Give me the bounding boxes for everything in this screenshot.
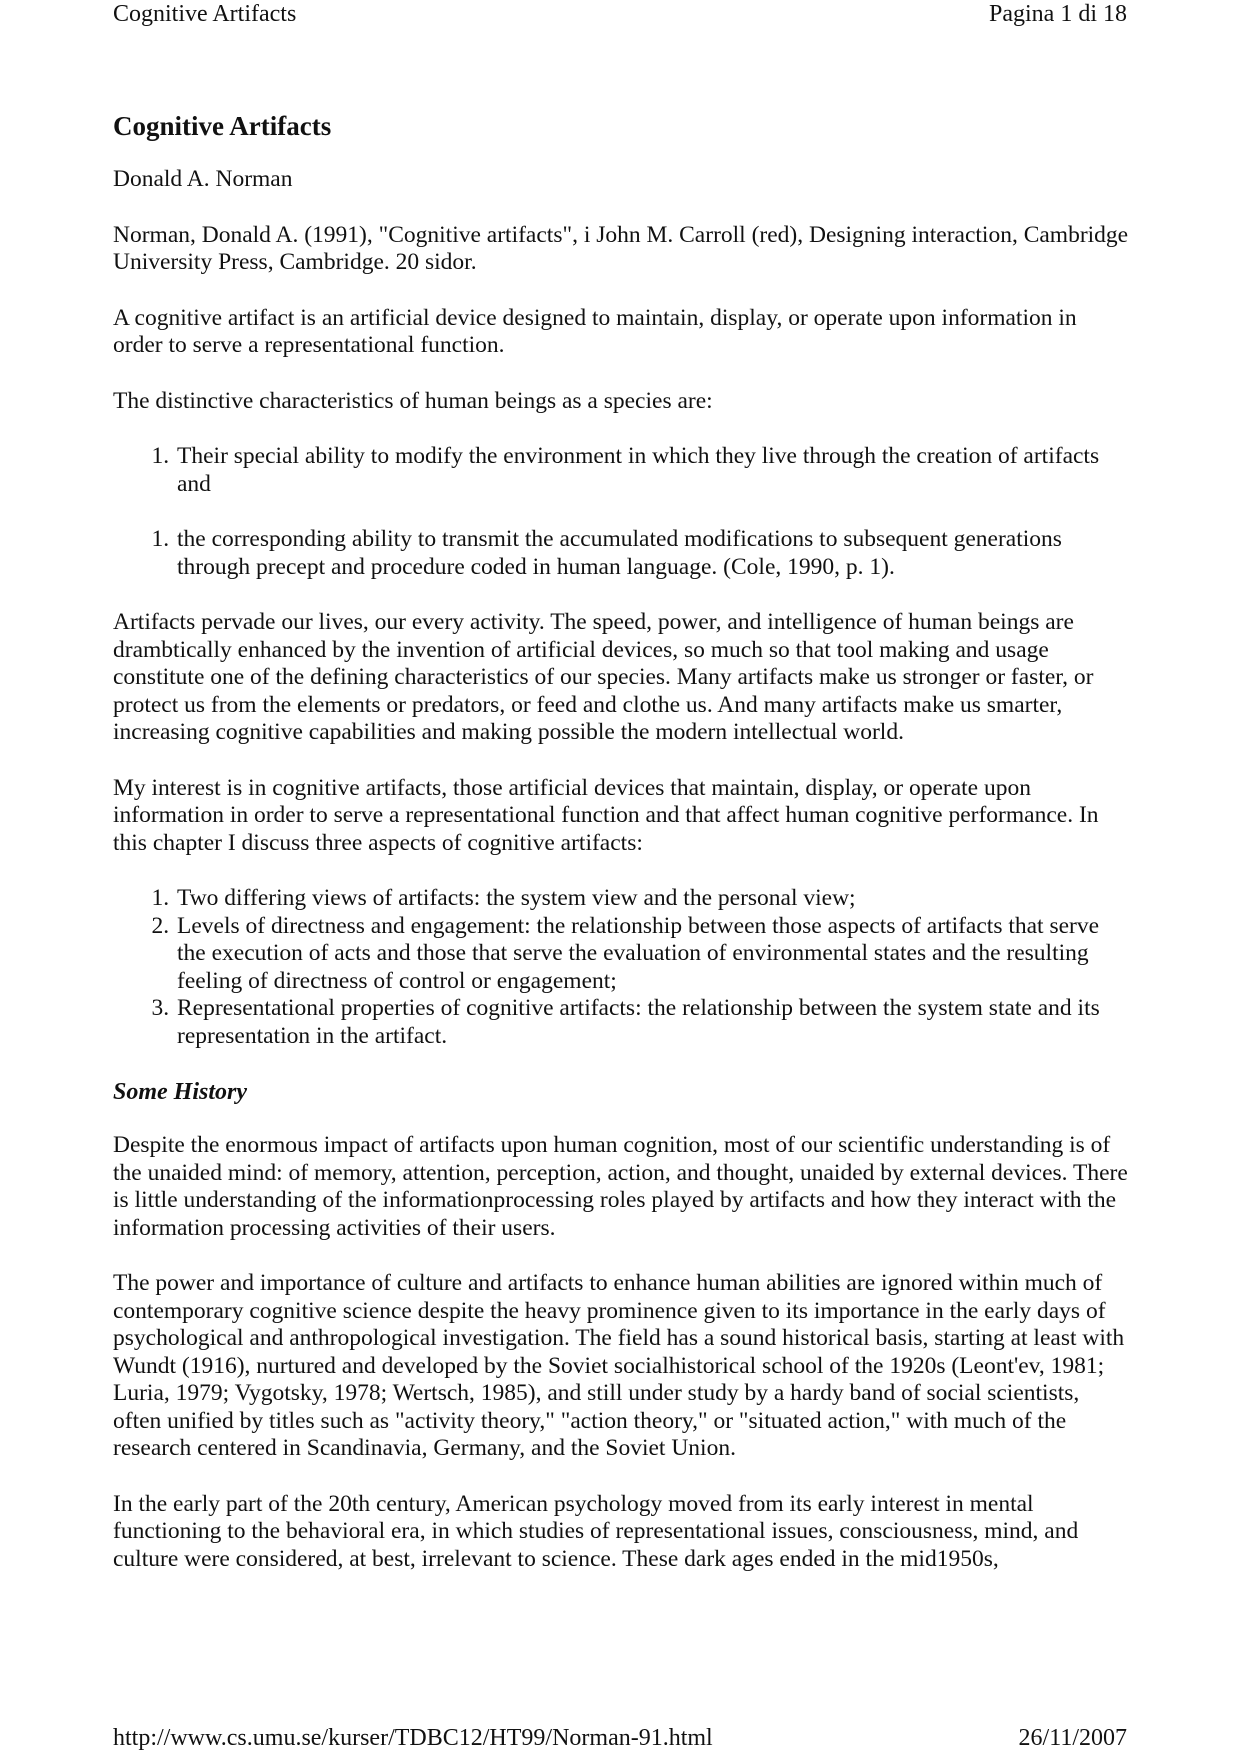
print-date: 26/11/2007 xyxy=(1018,1725,1127,1751)
definition-paragraph: A cognitive artifact is an artificial device designed to maintain, display, or operate upon information in order to serve a representational function. xyxy=(113,304,1077,358)
characteristics-list-2 xyxy=(113,526,1131,581)
source-url: http://www.cs.umu.se/kurser/TDBC12/HT99/Norman-91.html xyxy=(113,1725,713,1751)
list-item: 1. Two differing views of artifacts: the system view and the personal view; xyxy=(175,885,1131,913)
list-item: 1. the corresponding ability to transmit the accumulated modifications to subsequent generations through precept and procedure coded in human language. (Cole, 1990, p. 1). xyxy=(175,526,1131,581)
list-item: 2. Levels of directness and engagement: the relationship between those aspects of artifacts that serve the execution of acts and those that serve the evaluation of environmental states and the resulting feeling of directness of control or engagement; xyxy=(175,913,1131,996)
citation: Norman, Donald A. (1991), "Cognitive artifacts", i John M. Carroll (red), Designing interaction, Cambridge University Press, Cambridge. 20 sidor. xyxy=(113,221,1129,275)
history-paragraph-2: The power and importance of culture and artifacts to enhance human abilities are ignored within much of contemporary cognitive science despite the heavy prominence given to its importance in the early days of psychological and anthropological investigation. The field has a sound historical basis, starting at least with Wundt (1916), nurtured and developed by the Soviet socialhistorical school of the 1920s (Leont'ev, 1981; Luria, 1979; Vygotsky, 1978; Wertsch, 1985), and still under study by a hardy band of social scientists, often unified by titles such as "activity theory," "action theory," or "situated action," with much of the research centered in Scandinavia, Germany, and the Soviet Union. xyxy=(113,1270,1125,1461)
characteristics-intro: The distinctive characteristics of human beings as a species are: xyxy=(113,387,713,414)
history-paragraph-1: Despite the enormous impact of artifacts upon human cognition, most of our scientific understanding is of the unaided mind: of memory, attention, perception, action, and thought, unaided by external devices. There is little understanding of the informationprocessing roles played by artifacts and how they interact with the information processing activities of their users. xyxy=(113,1132,1128,1241)
document-body xyxy=(113,110,1131,1601)
aspects-list xyxy=(113,885,1131,1050)
interest-paragraph: My interest is in cognitive artifacts, those artificial devices that maintain, display, or operate upon information in order to serve a representational function and that affect human cognitive performance. In this chapter I discuss three aspects of cognitive artifacts: xyxy=(113,774,1099,856)
history-paragraph-3: In the early part of the 20th century, American psychology moved from its early interest in mental functioning to the behavioral era, in which studies of representational issues, consciousness, mind, and culture were considered, at best, irrelevant to science. These dark ages ended in the mid1950s, xyxy=(113,1490,1079,1572)
list-item: 1. Their special ability to modify the environment in which they live through the creation of artifacts and xyxy=(175,443,1131,498)
running-header-title: Cognitive Artifacts xyxy=(113,1,297,27)
artifacts-paragraph: Artifacts pervade our lives, our every activity. The speed, power, and intelligence of human beings are drambtically enhanced by the invention of artificial devices, so much so that tool making and usage constitute one of the defining characteristics of our species. Many artifacts make us stronger or faster, or protect us from the elements or predators, or feed and clothe us. And many artifacts make us smarter, increasing cognitive capabilities and making possible the modern intellectual world. xyxy=(113,609,1094,745)
list-item: 3. Representational properties of cognitive artifacts: the relationship between the system state and its representation in the artifact. xyxy=(175,995,1131,1050)
page-number: Pagina 1 di 18 xyxy=(989,1,1127,27)
author: Donald A. Norman xyxy=(113,166,293,192)
article-title: Cognitive Artifacts xyxy=(113,111,332,141)
section-heading: Some History xyxy=(113,1079,248,1105)
characteristics-list-1 xyxy=(113,443,1131,498)
